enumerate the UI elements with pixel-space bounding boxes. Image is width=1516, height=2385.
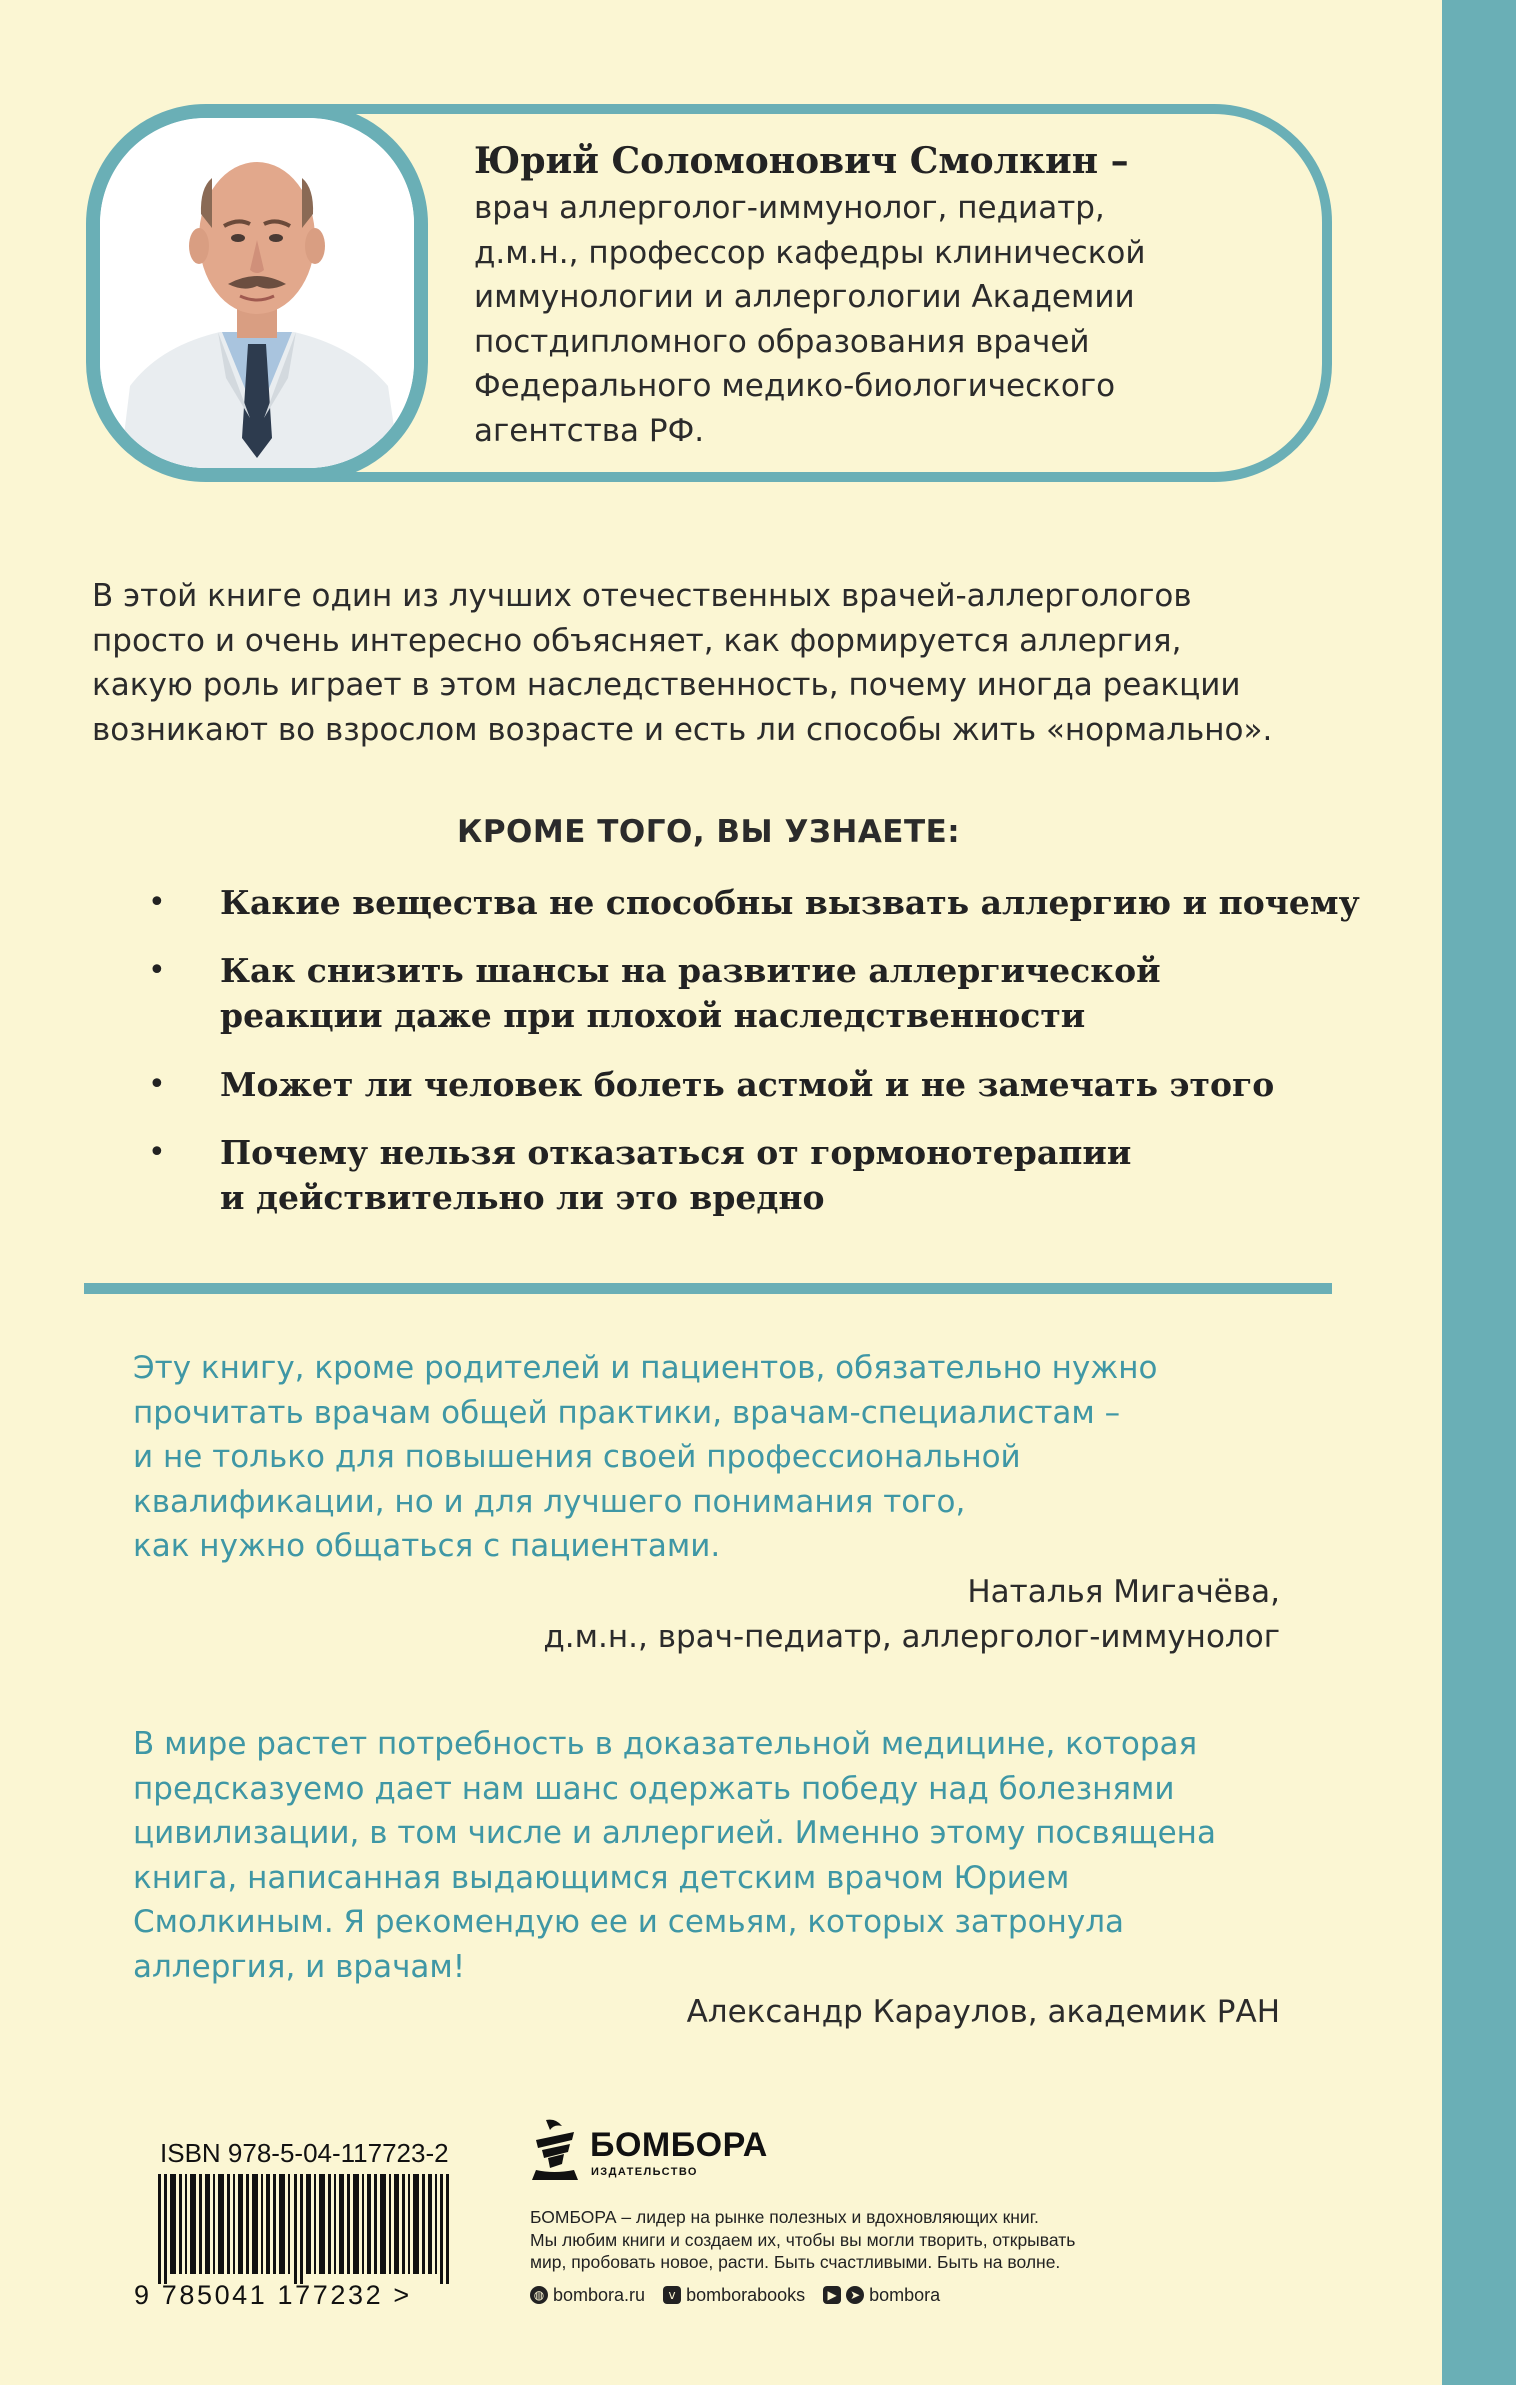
globe-icon: ◍ — [530, 2286, 548, 2304]
author-portrait-image — [100, 118, 414, 468]
vk-link[interactable]: bomborabooks — [686, 2284, 806, 2305]
book-description: В этой книге один из лучших отечественных врачей-аллергологов просто и очень интересно объясняет, как формируется аллергия, какую роль играет в этом наследственность, почему иногда реакции возникают во взрослом возрасте и есть ли способы жить «нормально». — [92, 578, 1273, 748]
bullet-icon: • — [148, 1135, 166, 1170]
youtube-icon: ▶ — [823, 2286, 841, 2304]
publisher-logo-icon — [528, 2118, 582, 2180]
book-spine — [1442, 0, 1516, 2385]
section-divider — [84, 1283, 1332, 1294]
review-quote-2: В мире растет потребность в доказательной медицине, которая предсказуемо дает нам шанс одержать победу над болезнями цивилизации, в том числе и аллергией. Именно этому посвящена книга, написанная выдающимся детским врачом Юрием Смолкиным. Я рекомендую ее и семьям, которых затронула аллергия, и врачам! — [133, 1726, 1216, 1985]
website-link[interactable]: bombora.ru — [553, 2284, 646, 2305]
publisher-subtitle: ИЗДАТЕЛЬСТВО — [591, 2166, 698, 2178]
barcode-digits: 9 785041 177232 > — [134, 2280, 412, 2310]
review-quote-1: Эту книгу, кроме родителей и пациентов, обязательно нужно прочитать врачам общей практики, врачам-специалистам – и не только для повышения своей профессиональной квалификации, но и для лучшего понимания того, как нужно общаться с пациентами. — [133, 1350, 1158, 1564]
bullet-icon: • — [148, 1067, 166, 1102]
list-item-text: Может ли человек болеть астмой и не замечать этого — [220, 1065, 1275, 1104]
barcode-image — [158, 2174, 458, 2284]
author-name: Юрий Соломонович Смолкин – — [474, 140, 1129, 182]
vk-icon: v — [663, 2286, 681, 2304]
social-handle-link[interactable]: bombora — [869, 2284, 941, 2305]
bullet-icon: • — [148, 953, 166, 988]
review-author-2: Александр Караулов, академик РАН — [686, 1994, 1280, 2030]
learn-heading: КРОМЕ ТОГО, ВЫ УЗНАЕТЕ: — [457, 814, 961, 850]
list-item-text: Какие вещества не способны вызвать аллергию и почему — [220, 883, 1360, 922]
author-bio: врач аллерголог-иммунолог, педиатр, д.м.н., профессор кафедры клинической иммунологии и аллергологии Академии постдипломного образования врачей Федерального медико-биологического агентства РФ. — [474, 190, 1146, 449]
isbn-label: ISBN 978-5-04-117723-2 — [160, 2138, 449, 2168]
publisher-name: БОМБОРА — [590, 2126, 768, 2164]
review-author-1: Наталья Мигачёва, д.м.н., врач-педиатр, аллерголог-иммунолог — [543, 1574, 1280, 1655]
list-item-text: Как снизить шансы на развитие аллергической реакции даже при плохой наследственности — [220, 951, 1161, 1035]
bullet-icon: • — [148, 885, 166, 920]
social-links — [530, 2283, 958, 2307]
publisher-tagline: БОМБОРА – лидер на рынке полезных и вдохновляющих книг. Мы любим книги и создаем их, чтобы вы могли творить, открывать мир, пробовать новое, расти. Быть счастливыми. Быть на волне. — [530, 2207, 1076, 2272]
telegram-icon: ➤ — [846, 2286, 864, 2304]
author-photo — [86, 104, 428, 482]
list-item-text: Почему нельзя отказаться от гормонотерапии и действительно ли это вредно — [220, 1133, 1132, 1217]
